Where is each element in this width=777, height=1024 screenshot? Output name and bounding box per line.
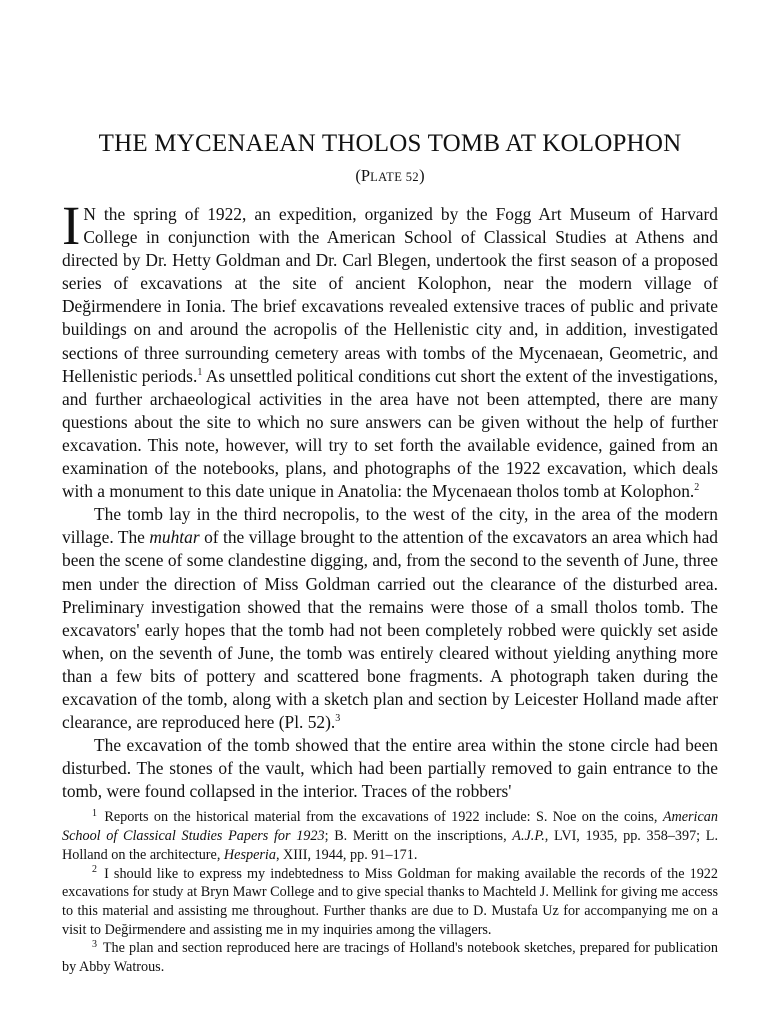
footnote-1-text-a: Reports on the historical material from the excavations of 1922 include: S. Noe on the coins, — [99, 809, 663, 826]
footnote-3 — [62, 939, 718, 976]
paragraph-1-text-a: N the spring of 1922, an expedition, organized by the Fogg Art Museum of Harvard College in conjunction with the American School of Classical Studies at Athens and directed by Dr. Hetty Goldman and Dr. Carl Blegen, undertook the first season of a proposed series of excavations at the site of ancient Kolophon, near the modern village of Değirmendere in Ionia. The brief excavations revealed extensive traces of public and private buildings on and around the acropolis of the Hellenistic city and, in addition, investigated sections of three surrounding cemetery areas with tombs of the Mycenaean, Geometric, and Hellenistic periods. — [62, 204, 718, 386]
footnote-1-text-c: , LVI, 1935, pp. 358–397; L. Holland on the architecture, — [62, 828, 718, 863]
footnote-2-text: I should like to express my indebtedness to Miss Goldman for making available the records of the 1922 excavations for study at Bryn Mawr College and to give special thanks to Machteld J. Mellink for giving me access to this material and assisting me throughout. Further thanks are due to D. Mustafa Uz for accompanying me on a visit to Değirmendere and assisting me in my inquiries among the villagers. — [62, 865, 718, 938]
paragraph-2 — [62, 503, 718, 734]
footnote-2-number: 2 — [92, 863, 97, 875]
paragraph-1-text-b: As unsettled political conditions cut short the extent of the investigations, and further archaeological activities in the area have not been attempted, there are many questions about the site to which no sure answers can be given without the help of further excavation. This note, however, will try to set forth the available evidence, gained from an examination of the notebooks, plans, and photographs of the 1922 excavation, which deals with a monument to this date unique in Anatolia: the Mycenaean tholos tomb at Kolophon. — [62, 365, 719, 502]
article-page — [62, 128, 718, 977]
muhtar-term: muhtar — [149, 527, 200, 548]
footnote-1-number: 1 — [92, 807, 97, 819]
footnote-1-text-b: ; B. Meritt on the inscriptions, — [324, 828, 513, 845]
footnote-1-text-d: , XIII, 1944, pp. 91–171. — [275, 846, 418, 863]
plate-reference — [62, 164, 718, 189]
footnote-1-journal-1: American School of Classical Studies Papers for 1923 — [62, 809, 718, 845]
paragraph-2-text-a: The tomb lay in the third necropolis, to the west of the city, in the area of the modern village. The — [62, 504, 718, 548]
footnote-3-number: 3 — [92, 938, 97, 950]
footnote-ref-1[interactable]: 1 — [197, 366, 203, 378]
plate-label: LATE 52 — [370, 170, 420, 184]
footnote-ref-2[interactable]: 2 — [694, 482, 700, 494]
footnote-1-journal-3: Hesperia — [223, 846, 276, 863]
article-body — [62, 195, 719, 803]
footnote-2 — [62, 865, 718, 940]
footnotes — [62, 808, 718, 976]
footnote-3-text: The plan and section reproduced here are tracings of Holland's notebook sketches, prepared for publication by Abby Watrous. — [62, 940, 718, 976]
footnote-1-journal-2: A.J.P. — [512, 828, 545, 845]
plate-close-paren: ) — [419, 166, 425, 185]
paragraph-2-text-b: of the village brought to the attention of the excavators an area which had been the scene of some clandestine digging, and, from the second to the seventh of June, three men under the direction of Miss Goldman carried out the clearance of the disturbed area. Preliminary investigation showed that the remains were those of a small tholos tomb. The excavators' early hopes that the tomb had not been completely robbed were quickly set aside when, on the seventh of June, the tomb was entirely cleared without yielding anything more than a few bits of pottery and scattered bone fragments. A photograph taken during the excavation of the tomb, along with a sketch plan and section by Leicester Holland made after clearance, are reproduced here (Pl. 52). — [62, 527, 719, 733]
paragraph-3: The excavation of the tomb showed that the entire area within the stone circle had been disturbed. The stones of the vault, which had been partially removed to gain entrance to the tomb, were found collapsed in the interior. Traces of the robbers' — [62, 735, 718, 802]
drop-cap: I — [62, 195, 81, 256]
paragraph-1 — [62, 195, 719, 503]
plate-initial: P — [360, 166, 371, 185]
article-title: THE MYCENAEAN THOLOS TOMB AT KOLOPHON — [98, 130, 682, 157]
footnote-1 — [62, 808, 718, 864]
plate-open-paren: ( — [355, 166, 361, 185]
footnote-ref-3[interactable]: 3 — [335, 713, 341, 725]
